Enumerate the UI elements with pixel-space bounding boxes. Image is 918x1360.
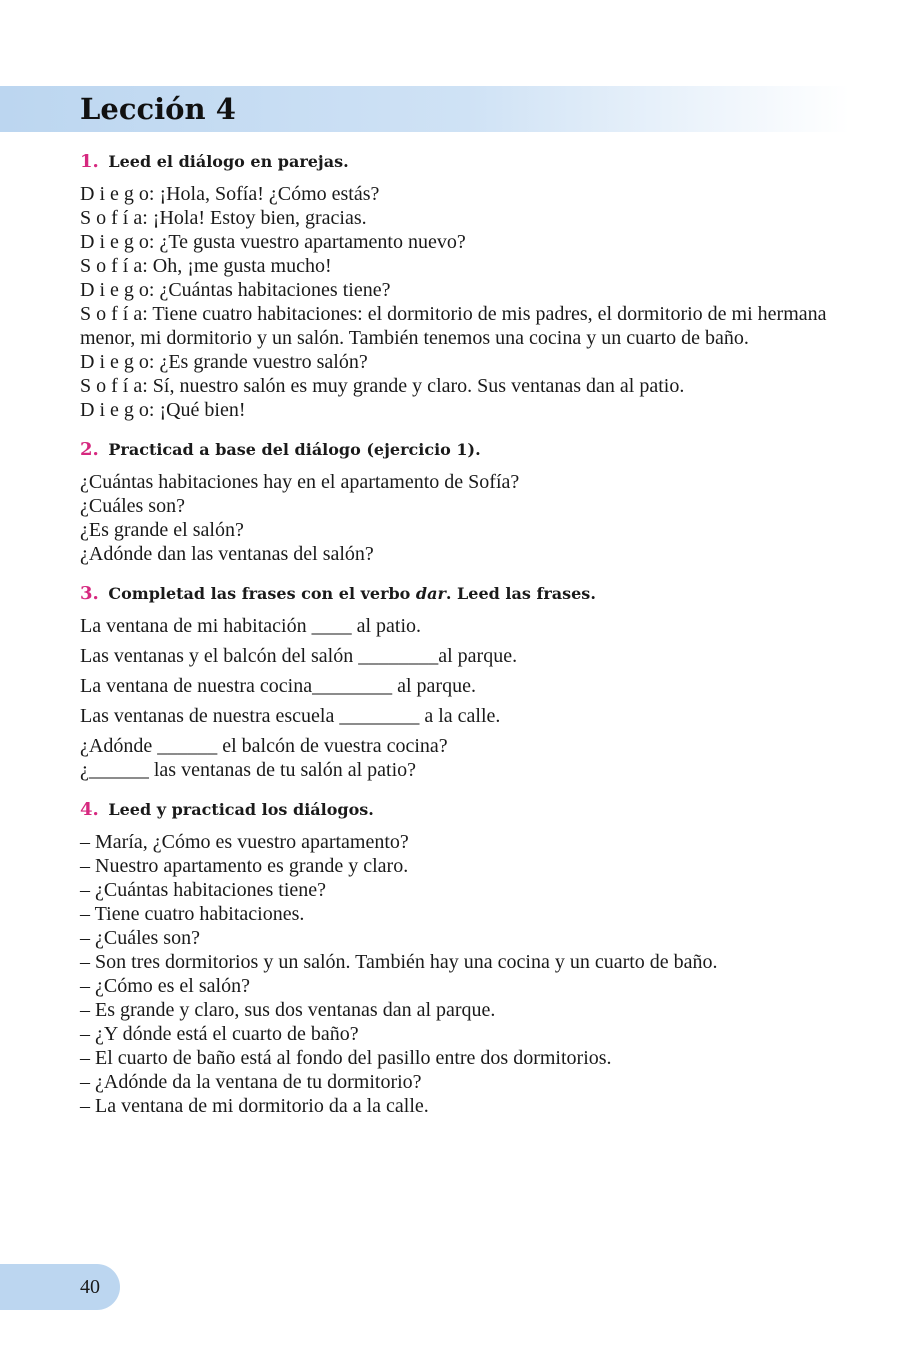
dialogue-line: [80, 398, 860, 422]
dialogue-line: – ¿Cuántas habitaciones tiene?: [80, 879, 327, 901]
speaker: S o f í a:: [80, 207, 148, 229]
dialogue-line: – ¿Cuáles son?: [80, 927, 200, 949]
dialogue-line: [80, 254, 860, 278]
speaker: S o f í a:: [80, 375, 148, 397]
exercise-number: 4.: [80, 799, 99, 820]
dialogue-line: – El cuarto de baño está al fondo del pasillo entre dos dormitorios.: [80, 1047, 612, 1069]
speaker: S o f í a:: [80, 303, 148, 325]
fill-in-sentence: La ventana de mi habitación ____ al patio.: [80, 615, 421, 637]
dialogue-line: [80, 278, 860, 302]
dialogue-line: – Tiene cuatro habitaciones.: [80, 903, 305, 925]
dialogue-line: – María, ¿Cómo es vuestro apartamento?: [80, 831, 409, 853]
exercise-2-heading: [80, 436, 860, 464]
speaker: D i e g o:: [80, 231, 155, 253]
dialogue-line: [80, 302, 860, 350]
question: ¿Adónde dan las ventanas del salón?: [80, 543, 374, 565]
dialogue-line: – Son tres dormitorios y un salón. También hay una cocina y un cuarto de baño.: [80, 951, 718, 973]
exercise-1-heading: [80, 148, 860, 176]
dialogue-line: [80, 206, 860, 230]
dialogue: [80, 830, 860, 1118]
question: ¿Cuántas habitaciones hay en el apartamento de Sofía?: [80, 471, 520, 493]
exercise-number: 3.: [80, 583, 99, 604]
question-list: [80, 470, 860, 566]
fill-in-sentence: Las ventanas y el balcón del salón ________al parque.: [80, 645, 518, 667]
dialogue-line: – La ventana de mi dormitorio da a la calle.: [80, 1095, 429, 1117]
utterance: ¿Te gusta vuestro apartamento nuevo?: [154, 231, 466, 253]
utterance: Sí, nuestro salón es muy grande y claro. Sus ventanas dan al patio.: [147, 375, 685, 397]
instruction-verb: dar: [415, 584, 446, 603]
dialogue-line: [80, 230, 860, 254]
exercise-instruction: Completad las frases con el verbo: [108, 584, 416, 603]
speaker: D i e g o:: [80, 279, 155, 301]
speaker: S o f í a:: [80, 255, 148, 277]
question: ¿Cuáles son?: [80, 495, 185, 517]
fill-in-sentence: Las ventanas de nuestra escuela ________ a la calle.: [80, 705, 501, 727]
dialogue-line: [80, 182, 860, 206]
exercise-instruction-end: . Leed las frases.: [445, 584, 596, 603]
dialogue: [80, 182, 860, 422]
dialogue-line: – Nuestro apartamento es grande y claro.: [80, 855, 409, 877]
exercise-3-heading: [80, 580, 860, 608]
dialogue-line: [80, 374, 860, 398]
exercise-instruction: Practicad a base del diálogo (ejercicio 1).: [108, 440, 481, 459]
speaker: D i e g o:: [80, 399, 155, 421]
exercise-4: [80, 796, 860, 1118]
exercise-instruction: Leed y practicad los diálogos.: [108, 800, 374, 819]
utterance: ¿Es grande vuestro salón?: [154, 351, 368, 373]
page-number-tab: [0, 1264, 120, 1310]
page-number: 40: [80, 1276, 100, 1298]
fill-in-sentence: La ventana de nuestra cocina________ al parque.: [80, 675, 476, 697]
question: ¿Es grande el salón?: [80, 519, 244, 541]
exercise-3: [80, 580, 860, 782]
dialogue-line: – Es grande y claro, sus dos ventanas dan al parque.: [80, 999, 496, 1021]
utterance: Tiene cuatro habitaciones: el dormitorio de mis padres, el dormitorio de mi hermana menor, mi dormitorio y un salón. También tenemos una cocina y un cuarto de baño.: [80, 303, 827, 349]
exercise-1: [80, 148, 860, 422]
exercise-number: 2.: [80, 439, 99, 460]
exercise-number: 1.: [80, 151, 99, 172]
dialogue-line: [80, 350, 860, 374]
exercise-instruction: Leed el diálogo en parejas.: [108, 152, 349, 171]
fill-in-sentence: ¿Adónde ______ el balcón de vuestra cocina?: [80, 735, 448, 757]
utterance: ¡Qué bien!: [154, 399, 246, 421]
utterance: Oh, ¡me gusta mucho!: [147, 255, 332, 277]
speaker: D i e g o:: [80, 183, 155, 205]
speaker: D i e g o:: [80, 351, 155, 373]
lesson-title: Lección 4: [80, 92, 236, 126]
dialogue-line: – ¿Cómo es el salón?: [80, 975, 250, 997]
page-content: [80, 148, 860, 1118]
dialogue-line: – ¿Adónde da la ventana de tu dormitorio?: [80, 1071, 422, 1093]
exercise-4-heading: [80, 796, 860, 824]
utterance: ¡Hola! Estoy bien, gracias.: [147, 207, 367, 229]
utterance: ¿Cuántas habitaciones tiene?: [154, 279, 391, 301]
fill-in-sentence: ¿______ las ventanas de tu salón al patio?: [80, 759, 417, 781]
exercise-2: [80, 436, 860, 566]
utterance: ¡Hola, Sofía! ¿Cómo estás?: [154, 183, 380, 205]
dialogue-line: – ¿Y dónde está el cuarto de baño?: [80, 1023, 359, 1045]
fill-in-sentences: [80, 614, 860, 782]
